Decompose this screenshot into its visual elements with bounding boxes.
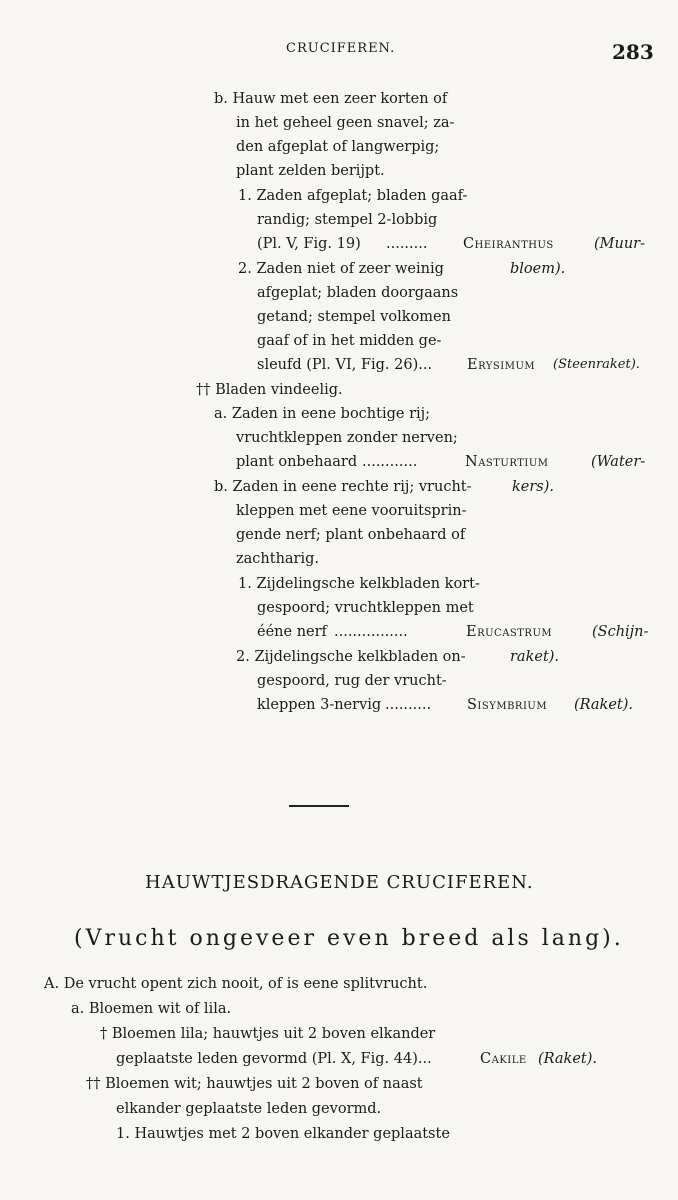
key-line: †† Bladen vindeelig. [196, 382, 343, 398]
key-line: afgeplat; bladen doorgaans [257, 285, 459, 301]
leader-dots: ................ [334, 624, 408, 640]
key-line: sleufd (Pl. VI, Fig. 26)... [257, 357, 433, 373]
key-line: gespoord; vruchtkleppen met [257, 600, 474, 616]
key-line: den afgeplat of langwerpig; [236, 139, 440, 155]
key-line: plant onbehaard [236, 454, 358, 470]
key-line: b. Zaden in eene rechte rij; vrucht- [214, 479, 472, 495]
genus-name: Cheiranthus [463, 236, 554, 252]
common-name: kers). [512, 479, 555, 495]
key-line: plant zelden berijpt. [236, 163, 385, 179]
key-line: 2. Zijdelingsche kelkbladen on- [236, 649, 466, 665]
common-name: (Muur- [594, 236, 646, 252]
leader-dots: ......... [386, 236, 428, 252]
key-line: ééne nerf [257, 624, 327, 640]
key-line: 2. Zaden niet of zeer weinig [238, 261, 444, 277]
key-line: vruchtkleppen zonder nerven; [236, 430, 458, 446]
page-number: 283 [612, 40, 654, 64]
running-title: CRUCIFEREN. [286, 41, 396, 56]
common-name: (Raket). [538, 1051, 598, 1067]
key-line: (Pl. V, Fig. 19) [257, 236, 361, 252]
genus-name: Sisymbrium [467, 697, 548, 713]
common-name: (Raket). [574, 697, 634, 713]
key-line: A. De vrucht opent zich nooit, of is eene splitvrucht. [44, 976, 428, 992]
section-title: HAUWTJESDRAGENDE CRUCIFEREN. [145, 872, 534, 893]
key-line: geplaatste leden gevormd (Pl. X, Fig. 44)... [116, 1051, 432, 1067]
common-name: (Water- [591, 454, 646, 470]
key-line: randig; stempel 2-lobbig [257, 212, 438, 228]
leader-dots: .......... [385, 697, 432, 713]
genus-name: Cakile [480, 1051, 527, 1067]
key-line: †† Bloemen wit; hauwtjes uit 2 boven of naast [86, 1076, 423, 1092]
key-line: gende nerf; plant onbehaard of [236, 527, 466, 543]
common-name: raket). [510, 649, 560, 665]
common-name: bloem). [510, 261, 566, 277]
section-divider [289, 805, 349, 807]
key-line: getand; stempel volkomen [257, 309, 451, 325]
key-line: zachtharig. [236, 551, 320, 567]
common-name: (Steenraket). [553, 357, 640, 372]
key-line: kleppen met eene vooruitsprin- [236, 503, 467, 519]
key-line: a. Bloemen wit of lila. [71, 1001, 232, 1017]
genus-name: Erysimum [467, 357, 536, 373]
key-line: a. Zaden in eene bochtige rij; [214, 406, 431, 422]
key-line: elkander geplaatste leden gevormd. [116, 1101, 382, 1117]
section-subtitle: (Vrucht ongeveer even breed als lang). [74, 926, 624, 951]
key-line: kleppen 3-nervig [257, 697, 382, 713]
key-line: 1. Zijdelingsche kelkbladen kort- [238, 576, 480, 592]
leader-dots: ............ [362, 454, 418, 470]
key-line: 1. Zaden afgeplat; bladen gaaf- [238, 188, 468, 204]
key-line: gaaf of in het midden ge- [257, 333, 442, 349]
key-line: b. Hauw met een zeer korten of [214, 91, 448, 107]
key-line: † Bloemen lila; hauwtjes uit 2 boven elkander [100, 1026, 436, 1042]
genus-name: Erucastrum [466, 624, 553, 640]
genus-name: Nasturtium [465, 454, 549, 470]
key-line: 1. Hauwtjes met 2 boven elkander geplaatste [116, 1126, 450, 1142]
key-line: in het geheel geen snavel; za- [236, 115, 455, 131]
common-name: (Schijn- [592, 624, 649, 640]
key-line: gespoord, rug der vrucht- [257, 673, 447, 689]
